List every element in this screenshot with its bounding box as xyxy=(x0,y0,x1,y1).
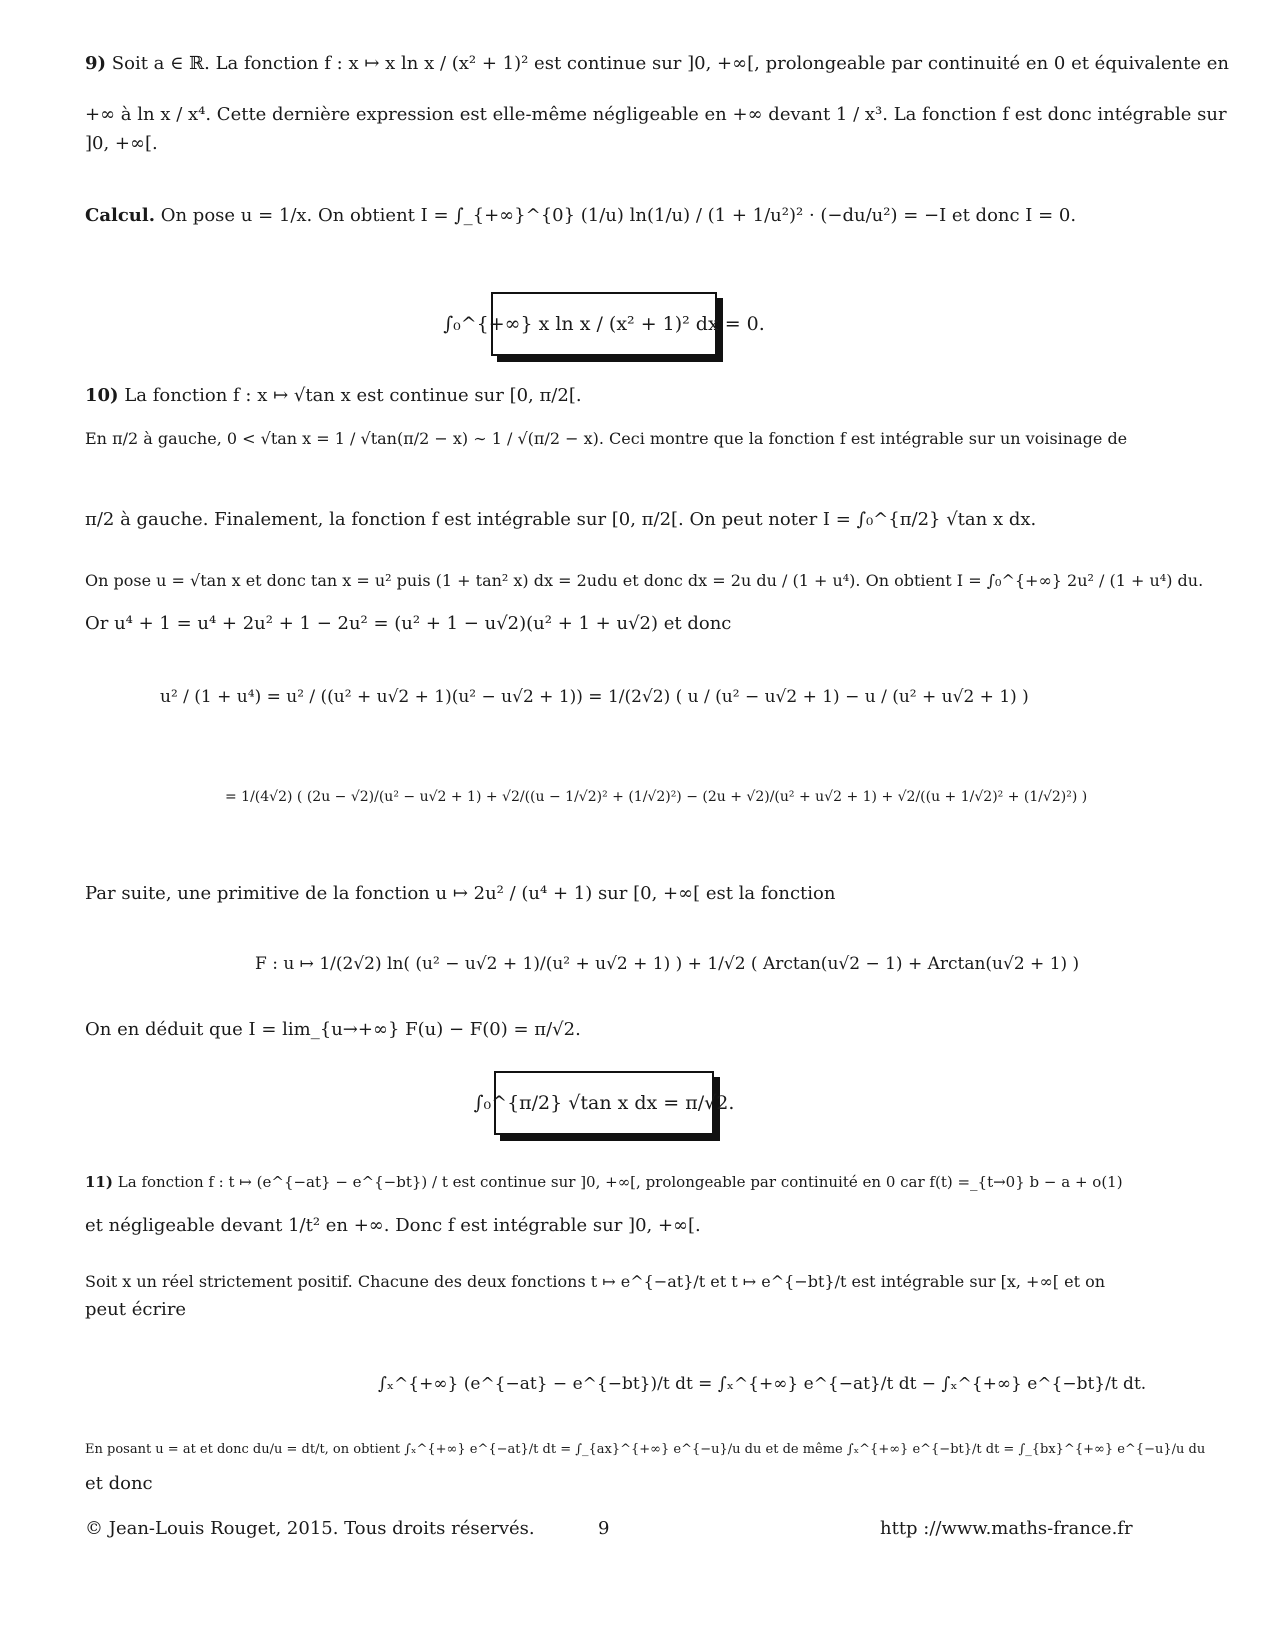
footer-url[interactable]: http ://www.maths-france.fr xyxy=(880,1518,1133,1539)
result-box-ex9: ∫₀^{+∞} x ln x / (x² + 1)² dx = 0. xyxy=(491,292,717,356)
equation-decomposition-2: = 1/(4√2) ( (2u − √2)/(u² − u√2 + 1) + √2/((u − 1/√2)² + (1/√2)²) − (2u + √2)/(u² + u√2 + 1) + √2/((u + 1/√2)² + (1/√2)²) ) xyxy=(225,789,1088,805)
ex11-line1: 11) La fonction f : t ↦ (e^{−at} − e^{−bt}) / t est continue sur ]0, +∞[, prolongeable par continuité en 0 car f(t) =_{t→0} b − a + o(1) xyxy=(85,1173,1123,1191)
ex10-line3: π/2 à gauche. Finalement, la fonction f est intégrable sur [0, π/2[. On peut noter I = ∫₀^{π/2} √tan x dx. xyxy=(85,509,1037,530)
footer-copyright: © Jean-Louis Rouget, 2015. Tous droits réservés. xyxy=(85,1518,535,1539)
exercise-number: 10) xyxy=(85,385,119,406)
calcul-label: Calcul. xyxy=(85,205,155,226)
ex9-calcul: Calcul. On pose u = 1/x. On obtient I = ∫_{+∞}^{0} (1/u) ln(1/u) / (1 + 1/u²)² · (−du/u²) = −I et donc I = 0. xyxy=(85,205,1077,226)
ex10-line7: On en déduit que I = lim_{u→+∞} F(u) − F(0) = π/√2. xyxy=(85,1019,581,1040)
ex10-line5: Or u⁴ + 1 = u⁴ + 2u² + 1 − 2u² = (u² + 1 − u√2)(u² + 1 + u√2) et donc xyxy=(85,613,732,634)
exercise-number: 9) xyxy=(85,53,107,74)
result-box-ex10: ∫₀^{π/2} √tan x dx = π/√2. xyxy=(494,1071,714,1135)
ex11-line6: et donc xyxy=(85,1473,153,1494)
equation-split-integral: ∫ₓ^{+∞} (e^{−at} − e^{−bt})/t dt = ∫ₓ^{+∞} e^{−at}/t dt − ∫ₓ^{+∞} e^{−bt}/t dt. xyxy=(378,1374,1147,1394)
ex10-line2: En π/2 à gauche, 0 < √tan x = 1 / √tan(π/2 − x) ∼ 1 / √(π/2 − x). Ceci montre que la fonction f est intégrable sur un voisinage de xyxy=(85,429,1128,448)
ex9-line1: 9) Soit a ∈ ℝ. La fonction f : x ↦ x ln x / (x² + 1)² est continue sur ]0, +∞[, prolongeable par continuité en 0 et équivalente en xyxy=(85,53,1229,74)
ex9-line2: +∞ à ln x / x⁴. Cette dernière expression est elle-même négligeable en +∞ devant 1 / x³. La fonction f est donc intégrable sur xyxy=(85,104,1227,125)
ex10-line4: On pose u = √tan x et donc tan x = u² puis (1 + tan² x) dx = 2udu et donc dx = 2u du / (1 + u⁴). On obtient I = ∫₀^{+∞} 2u² / (1 + u⁴) du. xyxy=(85,571,1204,590)
exercise-number: 11) xyxy=(85,1173,113,1191)
ex11-line3: Soit x un réel strictement positif. Chacune des deux fonctions t ↦ e^{−at}/t et t ↦ e^{−bt}/t est intégrable sur [x, +∞[ et on xyxy=(85,1272,1106,1291)
ex11-line5: En posant u = at et donc du/u = dt/t, on obtient ∫ₓ^{+∞} e^{−at}/t dt = ∫_{ax}^{+∞} e^{−u}/u du et de même ∫ₓ^{+∞} e^{−bt}/t dt = ∫_{bx}^{+∞} e^{−u}/u du xyxy=(85,1442,1206,1457)
ex10-line1: 10) La fonction f : x ↦ √tan x est continue sur [0, π/2[. xyxy=(85,385,582,406)
page-number: 9 xyxy=(598,1518,610,1539)
ex9-line3: ]0, +∞[. xyxy=(85,133,158,154)
equation-primitive: F : u ↦ 1/(2√2) ln( (u² − u√2 + 1)/(u² + u√2 + 1) ) + 1/√2 ( Arctan(u√2 − 1) + Arctan(u√2 + 1) ) xyxy=(255,954,1080,974)
equation-decomposition-1: u² / (1 + u⁴) = u² / ((u² + u√2 + 1)(u² − u√2 + 1)) = 1/(2√2) ( u / (u² − u√2 + 1) − u / (u² + u√2 + 1) ) xyxy=(160,687,1029,707)
ex11-line4: peut écrire xyxy=(85,1299,187,1320)
ex11-line2: et négligeable devant 1/t² en +∞. Donc f est intégrable sur ]0, +∞[. xyxy=(85,1215,701,1236)
ex10-line6: Par suite, une primitive de la fonction u ↦ 2u² / (u⁴ + 1) sur [0, +∞[ est la fonction xyxy=(85,883,836,904)
